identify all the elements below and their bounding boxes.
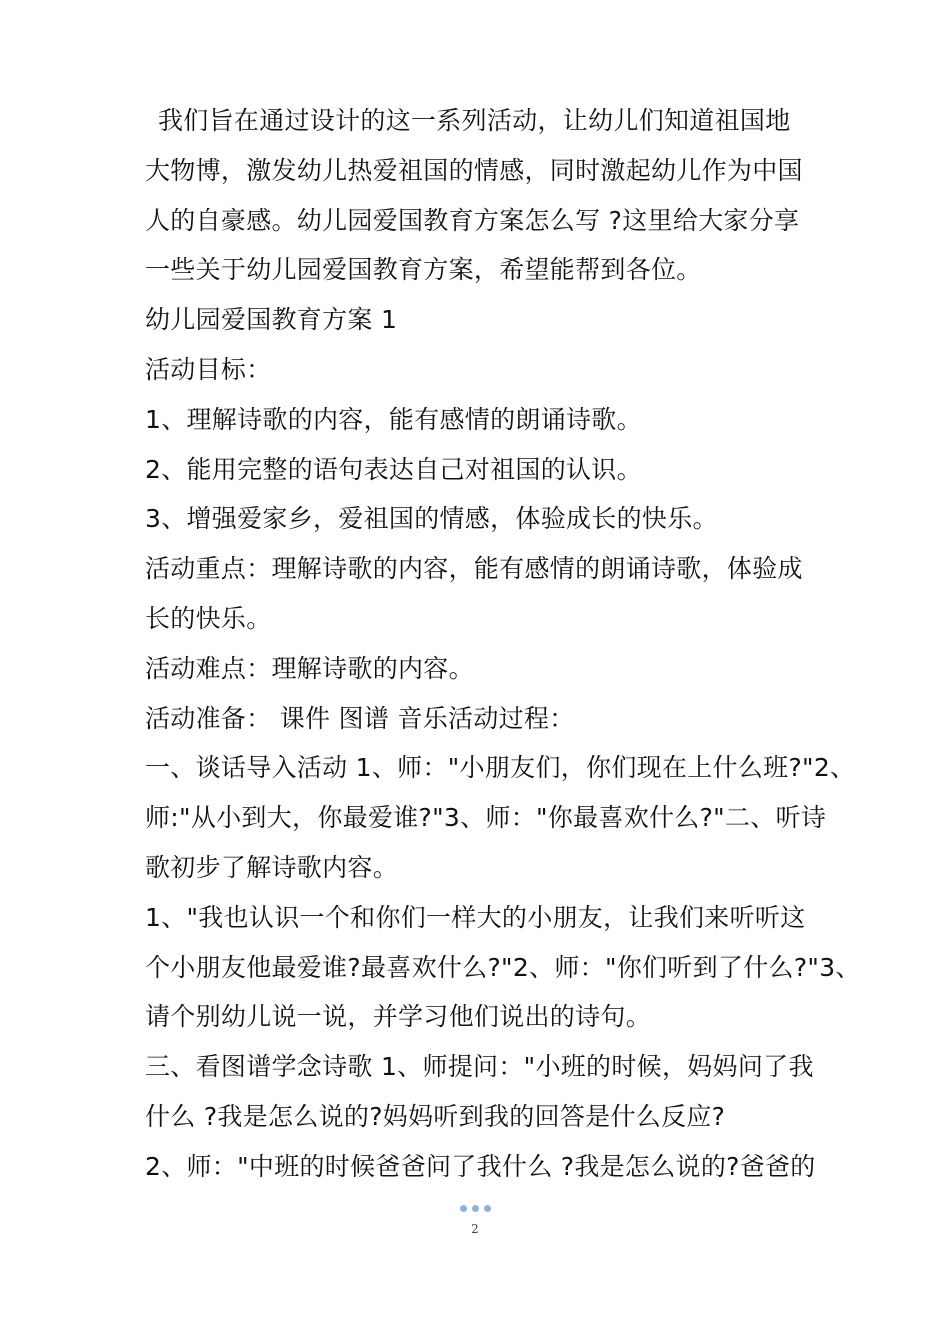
paragraph-line: 2、师："中班的时候爸爸问了我什么 ?我是怎么说的?爸爸的 bbox=[145, 1151, 816, 1181]
paragraph-line: 三、看图谱学念诗歌 1、师提问："小班的时候，妈妈问了我 bbox=[145, 1052, 814, 1082]
paragraph-line: 请个别幼儿说一说，并学习他们说出的诗句。 bbox=[145, 1002, 652, 1032]
ellipsis-dots-icon bbox=[460, 1205, 491, 1212]
paragraph-line: 个小朋友他最爱谁?最喜欢什么?"2、师："你们听到了什么?"3、 bbox=[145, 952, 861, 982]
list-item: 1、理解诗歌的内容，能有感情的朗诵诗歌。 bbox=[145, 404, 642, 434]
paragraph-line: 活动准备： 课件 图谱 音乐活动过程： bbox=[145, 703, 575, 733]
paragraph-line: 活动重点：理解诗歌的内容，能有感情的朗诵诗歌，体验成 bbox=[145, 554, 803, 584]
paragraph-line: 活动难点：理解诗歌的内容。 bbox=[145, 653, 474, 683]
paragraph-line: 人的自豪感。幼儿园爱国教育方案怎么写 ?这里给大家分享 bbox=[145, 205, 800, 235]
paragraph-line: 1、"我也认识一个和你们一样大的小朋友，让我们来听听这 bbox=[145, 902, 806, 932]
paragraph-line: 大物博，激发幼儿热爱祖国的情感，同时激起幼儿作为中国 bbox=[145, 155, 803, 185]
subheading: 活动目标： bbox=[145, 354, 272, 384]
section-heading: 幼儿园爱国教育方案 1 bbox=[145, 305, 398, 335]
paragraph-line: 我们旨在通过设计的这一系列活动，让幼儿们知道祖国地 bbox=[158, 106, 791, 135]
paragraph-line: 一些关于幼儿园爱国教育方案，希望能帮到各位。 bbox=[145, 255, 702, 285]
list-item: 3、增强爱家乡，爱祖国的情感，体验成长的快乐。 bbox=[145, 504, 718, 534]
paragraph-line: 长的快乐。 bbox=[145, 603, 272, 633]
list-item: 2、能用完整的语句表达自己对祖国的认识。 bbox=[145, 454, 642, 484]
paragraph-line: 歌初步了解诗歌内容。 bbox=[145, 852, 399, 882]
page-number: 2 bbox=[471, 1222, 479, 1236]
page-footer bbox=[0, 1197, 950, 1236]
document-body bbox=[145, 96, 861, 1192]
paragraph-line: 师:"从小到大，你最爱谁?"3、师："你最喜欢什么?"二、听诗 bbox=[145, 803, 827, 833]
paragraph-line: 什么 ?我是怎么说的?妈妈听到我的回答是什么反应? bbox=[145, 1101, 726, 1131]
paragraph-line: 一、谈话导入活动 1、师："小朋友们，你们现在上什么班?"2、 bbox=[145, 753, 856, 783]
